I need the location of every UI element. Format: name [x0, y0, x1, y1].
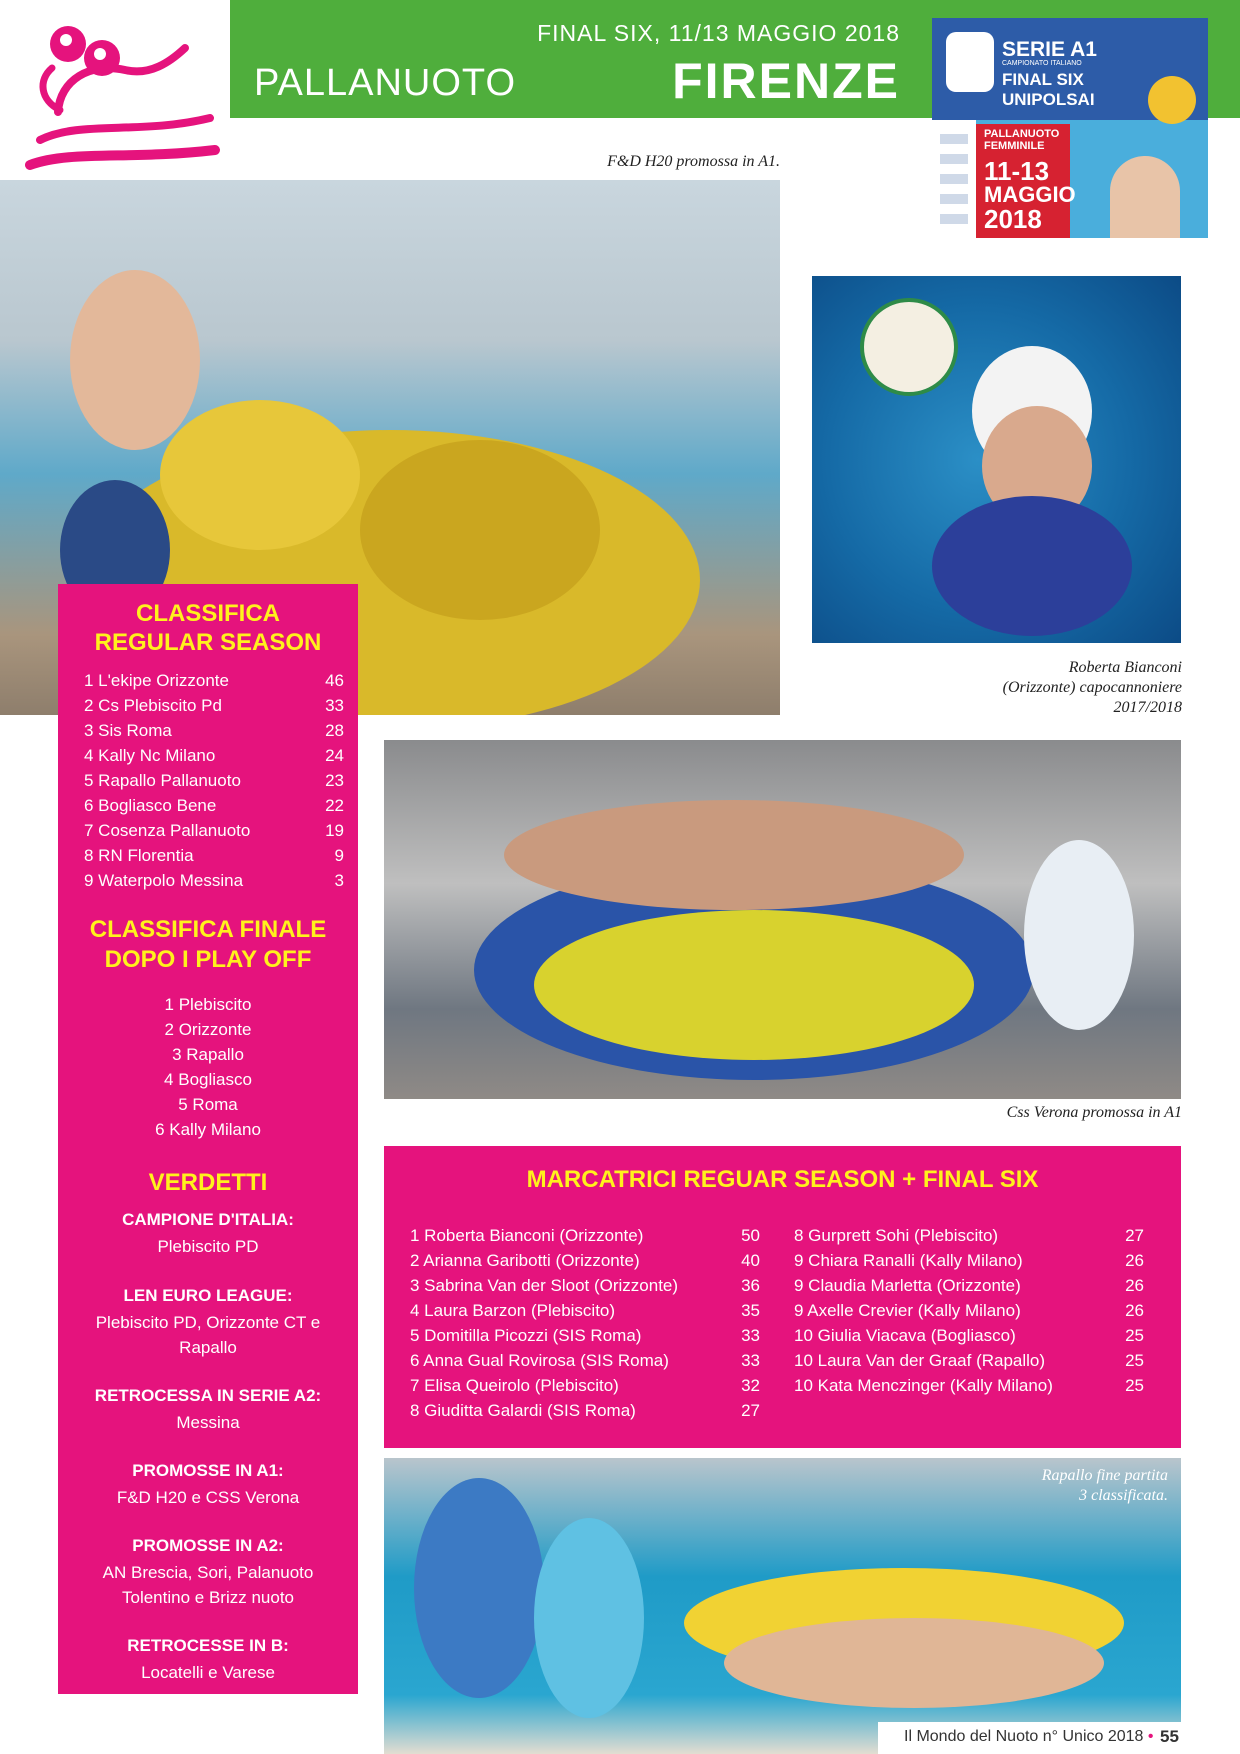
photo-caption: Css Verona promossa in A1 — [1006, 1104, 1182, 1121]
scorer-row: 1 Roberta Bianconi (Orizzonte) 50 — [410, 1226, 760, 1245]
final-standings-title: DOPO I PLAY OFF — [104, 946, 312, 973]
scorer-row: 9 Claudia Marletta (Orizzonte) 26 — [794, 1276, 1144, 1295]
standings-row: 4 Kally Nc Milano 24 — [84, 746, 344, 765]
photo-caption: Roberta Bianconi (Orizzonte) capocannoniere 2017/2018 — [1002, 659, 1182, 716]
scorer-row: 7 Elisa Queirolo (Plebiscito) 32 — [410, 1376, 760, 1395]
scorer-row: 10 Laura Van der Graaf (Rapallo) 25 — [794, 1351, 1144, 1370]
standings-row: 5 Rapallo Pallanuoto 23 — [84, 771, 344, 790]
event-poster — [932, 18, 1208, 238]
sponsor-logo-icon — [940, 154, 968, 164]
standings-panel — [58, 584, 358, 1694]
header-date: FINAL SIX, 11/13 MAGGIO 2018 — [537, 20, 900, 46]
verdict-heading: CAMPIONE D'ITALIA: — [122, 1210, 294, 1229]
scorer-row: 9 Chiara Ranalli (Kally Milano) 26 — [794, 1251, 1144, 1270]
photo-verona-team — [384, 740, 1181, 1099]
regular-season-title: REGULAR SEASON — [94, 629, 322, 656]
verdetti-title: VERDETTI — [148, 1169, 268, 1196]
verdict-text: Rapallo — [179, 1338, 237, 1357]
poster-subtitle: CAMPIONATO ITALIANO — [1002, 60, 1082, 67]
standings-row: 2 Cs Plebiscito Pd 33 — [84, 696, 344, 715]
header-sport: PALLANUOTO — [254, 62, 517, 104]
standings-row: 7 Cosenza Pallanuoto 19 — [84, 821, 344, 840]
league-shield-icon — [946, 32, 994, 92]
verdict-heading: LEN EURO LEAGUE: — [123, 1286, 293, 1305]
scorer-row: 8 Gurprett Sohi (Plebiscito) 27 — [794, 1226, 1144, 1245]
photo-caption: F&D H20 promossa in A1. — [607, 153, 780, 170]
poster-category: FEMMINILE — [984, 140, 1045, 152]
poster-days: 11-13 — [984, 156, 1050, 186]
header-city: FIRENZE — [672, 53, 900, 109]
scorer-row: 9 Axelle Crevier (Kally Milano) 26 — [794, 1301, 1144, 1320]
sponsor-logo-icon — [940, 174, 968, 184]
verdict-text: Plebiscito PD, Orizzonte CT e — [95, 1313, 321, 1332]
page-number: 55 — [1160, 1727, 1179, 1746]
final-standings-row: 6 Kally Milano — [155, 1120, 261, 1139]
standings-row: 6 Bogliasco Bene 22 — [84, 796, 344, 815]
scorer-row: 5 Domitilla Picozzi (SIS Roma) 33 — [410, 1326, 760, 1345]
verdict-text: Plebiscito PD — [157, 1237, 259, 1256]
scorer-row: 2 Arianna Garibotti (Orizzonte) 40 — [410, 1251, 760, 1270]
water-polo-ball-icon — [860, 298, 958, 396]
verdict-text: Tolentino e Brizz nuoto — [122, 1588, 294, 1607]
poster-year: 2018 — [984, 204, 1042, 234]
player-figure-icon — [1110, 156, 1180, 238]
photo-caption: Rapallo fine partita 3 classificata. — [1041, 1467, 1168, 1504]
verdict-text: AN Brescia, Sori, Palanuoto — [102, 1563, 314, 1582]
standings-row: 1 L'ekipe Orizzonte 46 — [84, 671, 344, 690]
verdict-heading: PROMOSSE IN A1: — [132, 1461, 284, 1480]
standings-row: 9 Waterpolo Messina 3 — [84, 871, 344, 890]
verdict-heading: PROMOSSE IN A2: — [132, 1536, 284, 1555]
poster-sponsor-strip — [932, 120, 976, 238]
scorer-row: 8 Giuditta Galardi (SIS Roma) 27 — [410, 1401, 760, 1420]
scorers-title: MARCATRICI REGUAR SEASON + FINAL SIX — [526, 1166, 1039, 1193]
final-standings-row: 3 Rapallo — [172, 1045, 244, 1064]
verdict-text: Locatelli e Varese — [141, 1663, 275, 1682]
logo-area — [0, 0, 230, 180]
verdict-text: Messina — [176, 1413, 240, 1432]
scorer-row: 6 Anna Gual Rovirosa (SIS Roma) 33 — [410, 1351, 760, 1370]
scorer-row: 3 Sabrina Van der Sloot (Orizzonte) 36 — [410, 1276, 760, 1295]
waterpolo-player-logo-icon — [0, 0, 230, 180]
sponsor-logo-icon — [940, 214, 968, 224]
verdict-text: F&D H20 e CSS Verona — [116, 1488, 300, 1507]
scorers-panel — [384, 1146, 1181, 1448]
water-polo-ball-icon — [1148, 76, 1196, 124]
final-standings-row: 5 Roma — [178, 1095, 238, 1114]
sponsor-logo-icon — [940, 194, 968, 204]
poster-event: FINAL SIX — [1002, 70, 1084, 89]
verdict-heading: RETROCESSE IN B: — [127, 1636, 289, 1655]
poster-category: PALLANUOTO — [984, 128, 1060, 140]
standings-row: 8 RN Florentia 9 — [84, 846, 344, 865]
verdict-heading: RETROCESSA IN SERIE A2: — [94, 1386, 322, 1405]
footer-separator: • — [1147, 1728, 1154, 1745]
regular-season-title: CLASSIFICA — [136, 600, 280, 627]
scorer-row: 4 Laura Barzon (Plebiscito) 35 — [410, 1301, 760, 1320]
scorer-row: 10 Kata Menczinger (Kally Milano) 25 — [794, 1376, 1144, 1395]
sponsor-logo-icon — [940, 134, 968, 144]
final-standings-row: 2 Orizzonte — [164, 1020, 252, 1039]
standings-row: 3 Sis Roma 28 — [84, 721, 344, 740]
poster-sponsor: UNIPOLSAI — [1002, 90, 1095, 109]
photo-player-shooting — [812, 276, 1181, 643]
final-standings-row: 4 Bogliasco — [164, 1070, 252, 1089]
poster-month: MAGGIO — [984, 182, 1076, 207]
scorer-row: 10 Giulia Viacava (Bogliasco) 25 — [794, 1326, 1144, 1345]
final-standings-title: CLASSIFICA FINALE — [89, 916, 327, 943]
final-standings-row: 1 Plebiscito — [164, 995, 252, 1014]
poster-title: SERIE A1 — [1002, 38, 1097, 61]
footer-publication: Il Mondo del Nuoto n° Unico 2018 • — [904, 1728, 1154, 1745]
